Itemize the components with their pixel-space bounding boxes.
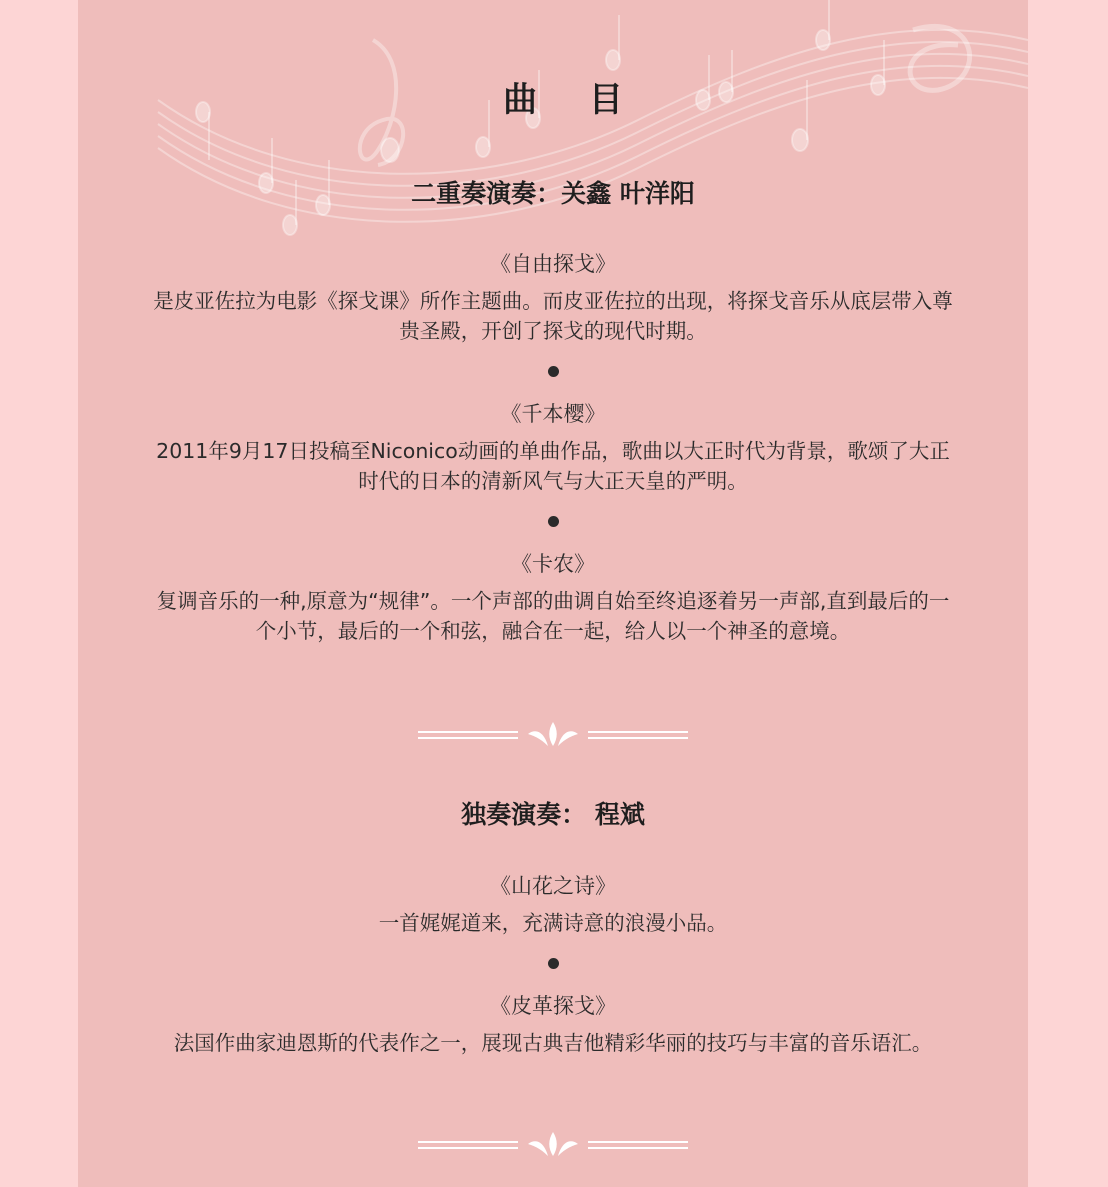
piece-name: 《千本樱》: [500, 402, 606, 426]
piece-description: 法国作曲家迪恩斯的代表作之一，展现古典吉他精彩华丽的技巧与丰富的音乐语汇。: [173, 1031, 933, 1055]
bullet-dot-icon: [548, 516, 559, 527]
page-title: 曲 目: [503, 80, 643, 120]
piece-description: 是皮亚佐拉为电影《探戈课》所作主题曲。而皮亚佐拉的出现，将探戈音乐从底层带入尊贵圣殿，开创了探戈的现代时期。: [153, 289, 953, 343]
piece-description: 一首娓娓道来，充满诗意的浪漫小品。: [378, 911, 728, 935]
fleur-divider-icon: [418, 720, 688, 750]
section-heading-duet: 二重奏演奏：关鑫 叶洋阳: [411, 179, 695, 208]
piece-description: 2011年9月17日投稿至Niconico动画的单曲作品，歌曲以大正时代为背景，歌颂了大正时代的日本的清新风气与大正天皇的严明。: [156, 439, 950, 493]
piece-name: 《皮革探戈》: [490, 994, 616, 1018]
bullet-dot-icon: [548, 366, 559, 377]
piece-name: 《自由探戈》: [490, 252, 616, 276]
section-heading-solo: 独奏演奏： 程斌: [461, 800, 645, 829]
music-notes-staff-icon: [78, 0, 1028, 260]
fleur-divider-icon: [418, 1130, 688, 1160]
program-panel: [78, 0, 1028, 1187]
piece-name: 《山花之诗》: [490, 874, 616, 898]
piece-description: 复调音乐的一种,原意为“规律”。一个声部的曲调自始至终追逐着另一声部,直到最后的一个小节，最后的一个和弦，融合在一起，给人以一个神圣的意境。: [156, 589, 950, 643]
bullet-dot-icon: [548, 958, 559, 969]
piece-name: 《卡农》: [511, 552, 595, 576]
